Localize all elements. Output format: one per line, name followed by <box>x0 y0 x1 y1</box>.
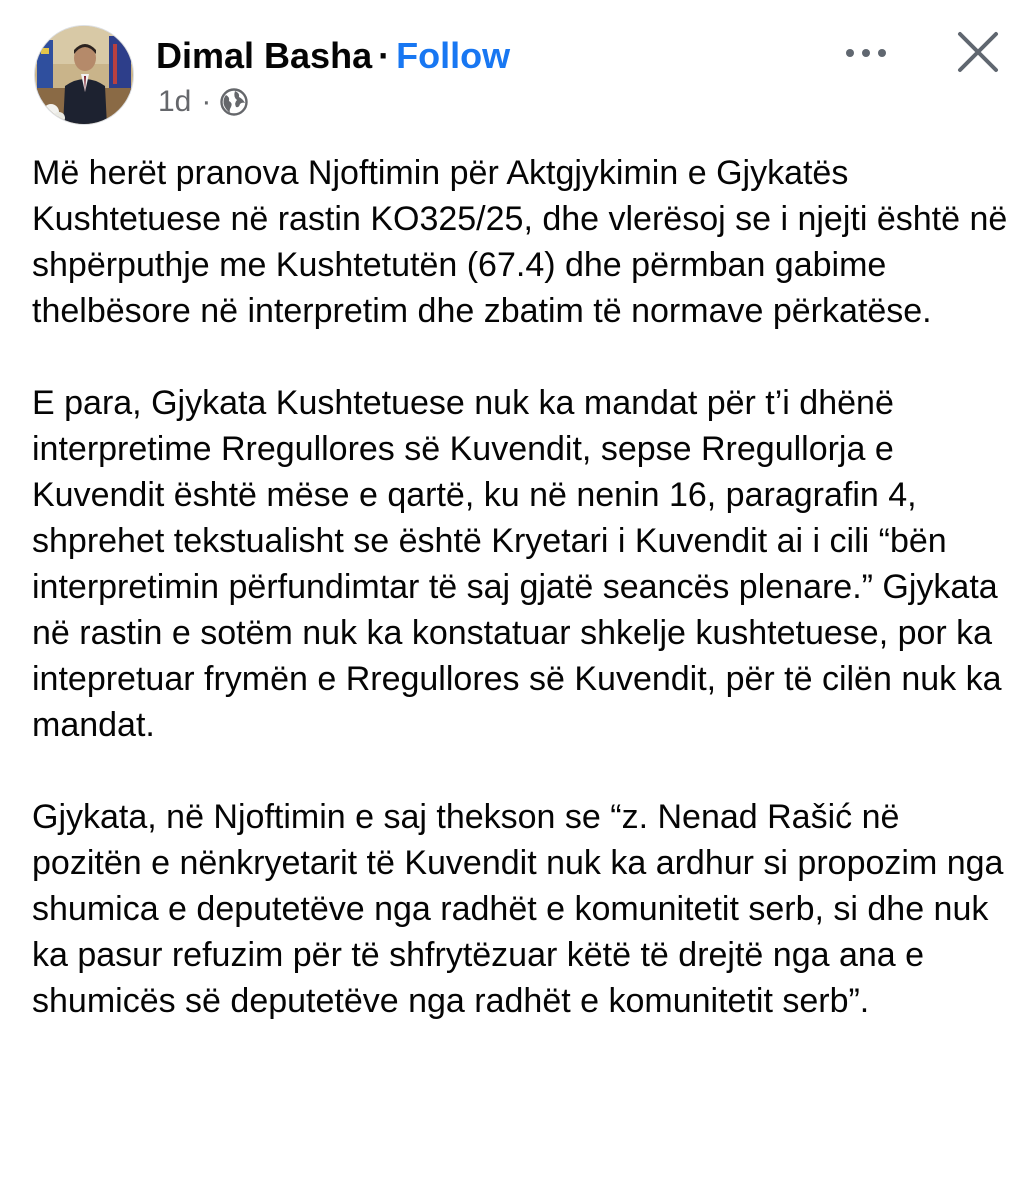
more-icon[interactable] <box>842 38 890 68</box>
post-meta <box>158 84 249 120</box>
meta-separator: · <box>201 85 212 118</box>
post-timestamp[interactable]: 1d <box>158 85 192 118</box>
post-header <box>0 0 1036 140</box>
post-paragraph: Më herët pranova Njoftimin për Aktgjykimin e Gjykatës Kushtetuese në rastin KO325/25, dhe vlerësoj se i njejti është në shpërputhje me Kushtetutën (67.4) dhe përmban gabime thelbësore në interpretim dhe zbatim të normave përkatëse. <box>32 154 1008 330</box>
header-separator: · <box>378 35 391 76</box>
post-paragraph: Gjykata, në Njoftimin e saj thekson se “z. Nenad Rašić në pozitën e nënkryetarit të Kuvendit nuk ka ardhur si propozim nga shumica e deputetëve nga radhët e komunitetit serb, si dhe nuk ka pasur refuzim për të shfrytëzuar këtë të drejtë nga ana e shumicës së deputetëve nga radhët e komunitetit serb”. <box>32 798 1004 1020</box>
follow-button[interactable]: Follow <box>396 35 511 76</box>
author-line <box>156 34 510 78</box>
author-name[interactable]: Dimal Basha <box>156 35 373 76</box>
post-body <box>32 150 1012 1024</box>
close-icon[interactable] <box>956 30 1000 74</box>
globe-icon[interactable] <box>219 87 249 117</box>
post-paragraph: E para, Gjykata Kushtetuese nuk ka mandat për t’i dhënë interpretime Rregullores së Kuvendit, sepse Rregullorja e Kuvendit është mëse e qartë, ku në nenin 16, paragrafin 4, shprehet tekstualisht se është Kryetari i Kuvendit ai i cili “bën interpretimin përfundimtar të saj gjatë seancës plenare.” Gjykata në rastin e sotëm nuk ka konstatuar shkelje kushtetuese, por ka intepretuar frymën e Rregullores së Kuvendit, për të cilën nuk ka mandat. <box>32 384 1002 744</box>
avatar[interactable] <box>34 25 134 125</box>
